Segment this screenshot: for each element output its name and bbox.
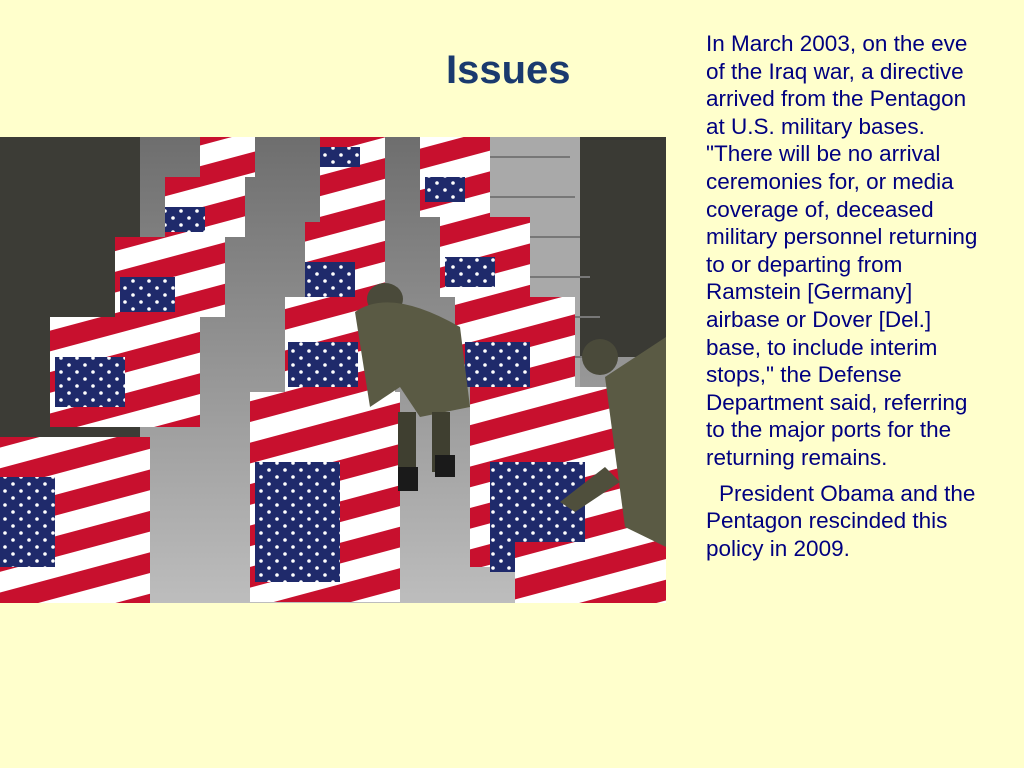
- paragraph-rescinded: President Obama and the Pentagon rescinded this policy in 2009.: [706, 480, 976, 561]
- paragraph-directive: In March 2003, on the eve of the Iraq war, a directive arrived from the Pentagon at U.S. military bases. "There will be no arrival ceremonies for, or media coverage of, deceased military personnel returning to or departing from Ramstein [Germany] airbase or Dover [Del.] base, to include interim stops," the Defense Department said, referring to the major ports for the returning remains.: [706, 31, 978, 470]
- flag-draped-coffins-photo: [0, 137, 666, 603]
- slide-title: Issues: [446, 48, 571, 92]
- body-text: [706, 30, 978, 562]
